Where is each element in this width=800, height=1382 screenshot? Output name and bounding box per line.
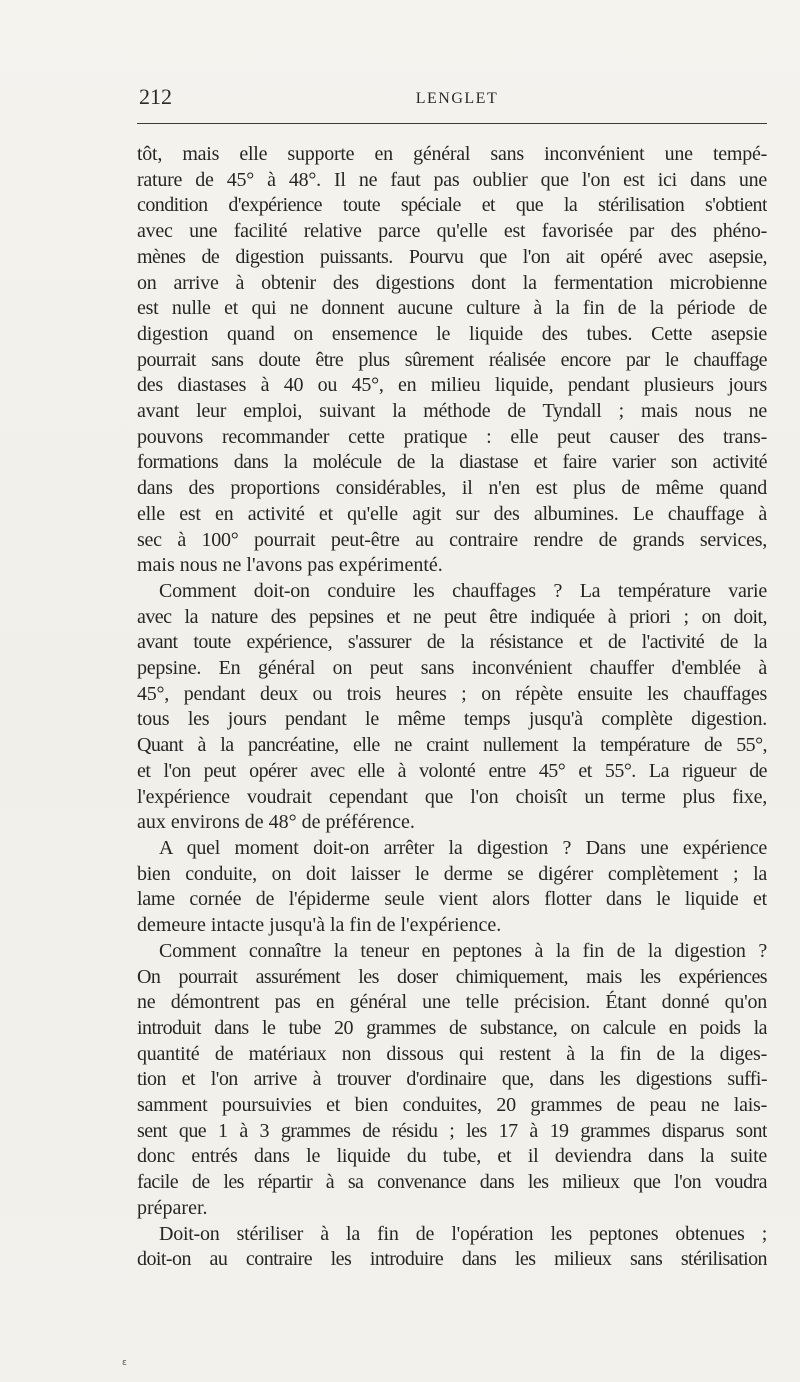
text-line: des diastases à 40 ou 45°, en milieu liquide, pendant plusieurs jours (137, 374, 767, 397)
text-line: Comment doit-on conduire les chauffages ? La température varie (159, 579, 767, 602)
text-line: 45°, pendant deux ou trois heures ; on répète ensuite les chauffages (137, 682, 767, 705)
text-line: mènes de digestion puissants. Pourvu que l'on ait opéré avec asepsie, (137, 245, 767, 268)
text-line: Comment connaître la teneur en peptones à la fin de la digestion ? (159, 939, 767, 962)
text-line: tion et l'on arrive à trouver d'ordinaire que, dans les digestions suffi- (137, 1068, 767, 1091)
paragraph-arret (137, 836, 767, 939)
text-line: Doit-on stériliser à la fin de l'opération les peptones obtenues ; (159, 1222, 767, 1245)
text-line: doit-on au contraire les introduire dans les milieux sans stérilisation (137, 1248, 767, 1271)
text-line: introduit dans le tube 20 grammes de substance, on calcule en poids la (137, 1016, 767, 1039)
text-line: pouvons recommander cette pratique : elle peut causer des trans- (137, 425, 767, 448)
text-line: lame cornée de l'épiderme seule vient alors flotter dans le liquide et (137, 888, 767, 911)
text-line: rature de 45° à 48°. Il ne faut pas oublier que l'on est ici dans une (137, 168, 767, 191)
text-line: avec la nature des pepsines et ne peut être indiquée à priori ; on doit, (137, 605, 767, 628)
text-line: est nulle et qui ne donnent aucune culture à la fin de la période de (137, 297, 767, 320)
text-line: tôt, mais elle supporte en général sans inconvénient une tempé‑ (137, 143, 767, 165)
text-line: avant leur emploi, suivant la méthode de Tyndall ; mais nous ne (137, 400, 767, 423)
text-line: quantité de matériaux non dissous qui restent à la fin de la diges- (137, 1042, 767, 1065)
body-text (137, 142, 767, 1273)
text-line: on arrive à obtenir des digestions dont la fermentation microbienne (137, 271, 767, 294)
text-line: et l'on peut opérer avec elle à volonté entre 45° et 55°. La rigueur de (137, 759, 767, 782)
text-line: sec à 100° pourrait peut-être au contraire rendre de grands services, (137, 528, 767, 551)
page-header (137, 82, 767, 112)
text-line: ne démontrent pas en général une telle précision. Étant donné qu'on (137, 991, 767, 1014)
paragraph-chauffages (137, 579, 767, 836)
paragraph-peptones (137, 939, 767, 1222)
text-line: demeure intacte jusqu'à la fin de l'expérience. (137, 914, 502, 937)
header-rule (137, 123, 767, 124)
paragraph-asepsie (137, 142, 767, 579)
text-line: tous les jours pendant le même temps jusqu'à complète digestion. (137, 708, 767, 731)
text-line: pourrait sans doute être plus sûrement réalisée encore par le chauffage (137, 348, 767, 371)
stray-mark: ɛ (122, 1358, 127, 1368)
text-line: aux environs de 48° de préférence. (137, 811, 415, 834)
page-number: 212 (139, 84, 172, 109)
text-line: samment poursuivies et bien conduites, 20 grammes de peau ne lais- (137, 1094, 767, 1117)
text-line: digestion quand on ensemence le liquide des tubes. Cette asepsie (137, 322, 767, 345)
running-title: LENGLET (415, 90, 499, 107)
text-line: l'expérience voudrait cependant que l'on choisît un terme plus fixe, (137, 785, 767, 808)
text-line: bien conduite, on doit laisser le derme se digérer complètement ; la (137, 862, 767, 885)
text-line: dans des proportions considérables, il n'en est plus de même quand (137, 477, 767, 500)
paragraph-sterilisation (137, 1222, 767, 1273)
text-line: donc entrés dans le liquide du tube, et il deviendra dans la suite (137, 1145, 767, 1168)
text-line: facile de les répartir à sa convenance dans les milieux que l'on voudra (137, 1171, 767, 1194)
text-line: Quant à la pancréatine, elle ne craint nullement la température de 55°, (137, 734, 767, 757)
text-line: sent que 1 à 3 grammes de résidu ; les 17 à 19 grammes disparus sont (137, 1119, 767, 1142)
text-line: mais nous ne l'avons pas expérimenté. (137, 554, 443, 577)
text-line: préparer. (137, 1196, 208, 1219)
text-line: elle est en activité et qu'elle agit sur des albumines. Le chauffage à (137, 502, 767, 525)
text-line: avec une facilité relative parce qu'elle est favorisée par des phéno- (137, 220, 767, 243)
text-line: formations dans la molécule de la diastase et faire varier son activité (137, 451, 767, 474)
text-line: pepsine. En général on peut sans inconvénient chauffer d'emblée à (137, 657, 767, 680)
text-line: A quel moment doit-on arrêter la digestion ? Dans une expérience (159, 836, 767, 859)
text-line: condition d'expérience toute spéciale et que la stérilisation s'obtient (137, 194, 767, 217)
text-line: On pourrait assurément les doser chimiquement, mais les expériences (137, 965, 767, 988)
text-line: avant toute expérience, s'assurer de la résistance et de l'activité de la (137, 631, 767, 654)
